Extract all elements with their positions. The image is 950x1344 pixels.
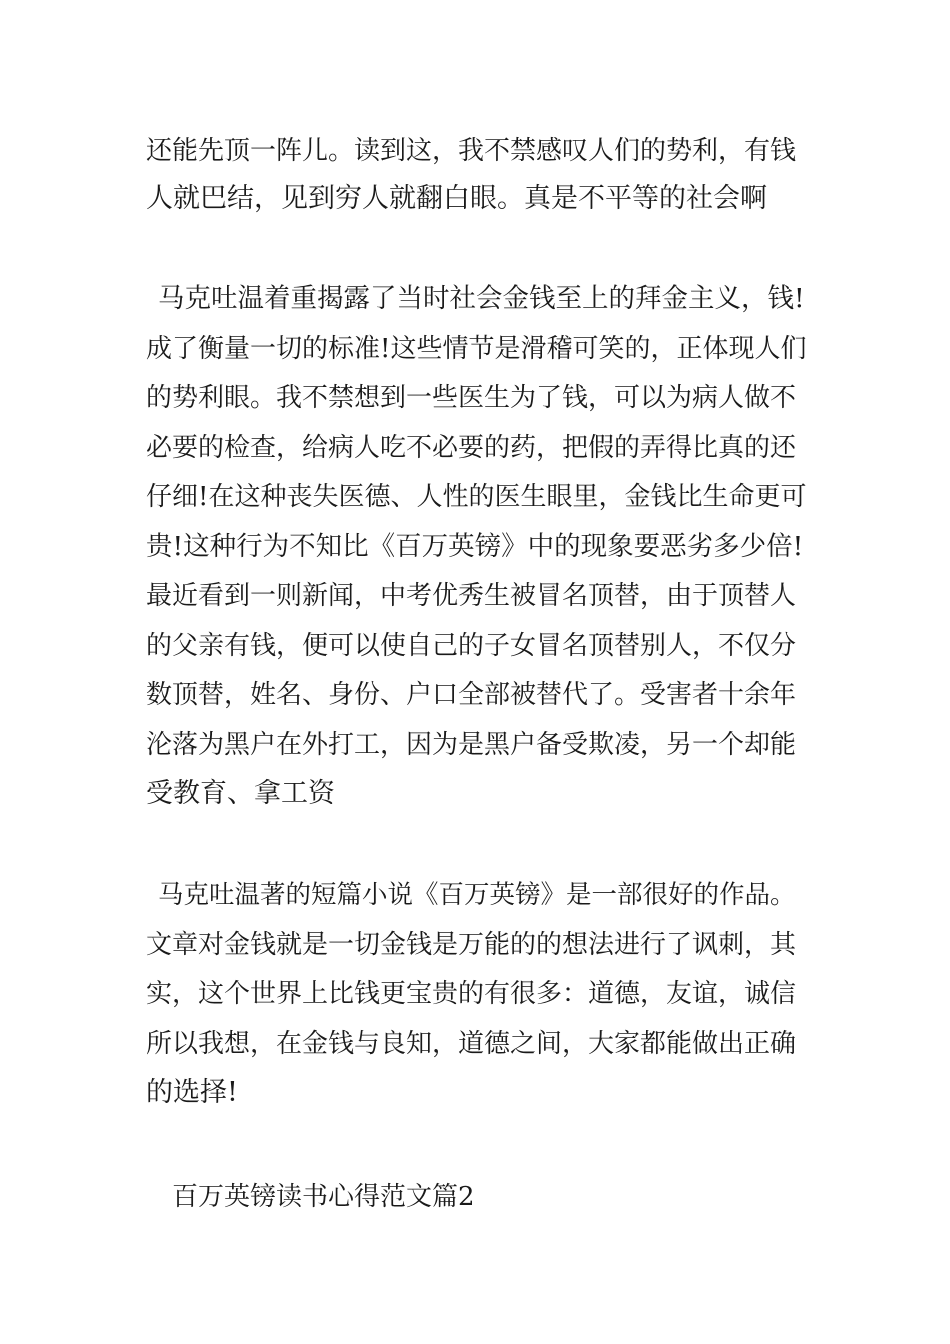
paragraph-line: 马克吐温著的短篇小说《百万英镑》是一部很好的作品。: [158, 880, 796, 910]
paragraph-line: 文章对金钱就是一切金钱是万能的的想法进行了讽刺，其: [146, 930, 797, 960]
paragraph-line: 实，这个世界上比钱更宝贵的有很多：道德，友谊，诚信: [146, 979, 797, 1009]
paragraph-line: 成了衡量一切的标准!这些情节是滑稽可笑的，正体现人们: [146, 334, 807, 364]
paragraph-line: 受教育、拿工资: [146, 778, 335, 809]
paragraph-line: 仔细!在这种丧失医德、人性的医生眼里，金钱比生命更可: [146, 482, 807, 512]
paragraph-line: 人就巴结，见到穷人就翻白眼。真是不平等的社会啊: [146, 183, 767, 214]
paragraph-line: 最近看到一则新闻，中考优秀生被冒名顶替，由于顶替人: [146, 581, 797, 611]
paragraph-line: 马克吐温着重揭露了当时社会金钱至上的拜金主义，钱!: [158, 283, 805, 314]
paragraph-line: 的父亲有钱，便可以使自己的子女冒名顶替别人，不仅分: [146, 631, 797, 661]
paragraph-line: 数顶替，姓名、身份、户口全部被替代了。受害者十余年: [146, 680, 797, 710]
paragraph-line: 所以我想，在金钱与良知，道德之间，大家都能做出正确: [146, 1029, 797, 1059]
paragraph-line: 必要的检查，给病人吃不必要的药，把假的弄得比真的还: [146, 433, 797, 463]
paragraph-line: 的势利眼。我不禁想到一些医生为了钱，可以为病人做不: [146, 383, 797, 413]
paragraph-line: 贵!这种行为不知比《百万英镑》中的现象要恶劣多少倍!: [146, 531, 804, 562]
paragraph-line: 还能先顶一阵儿。读到这，我不禁感叹人们的势利，有钱: [146, 136, 797, 166]
paragraph-line: 的选择!: [146, 1077, 238, 1108]
paragraph-line: 沦落为黑户在外打工，因为是黑户备受欺凌，另一个却能: [146, 730, 797, 760]
section-heading: 百万英镑读书心得范文篇2: [172, 1182, 475, 1212]
